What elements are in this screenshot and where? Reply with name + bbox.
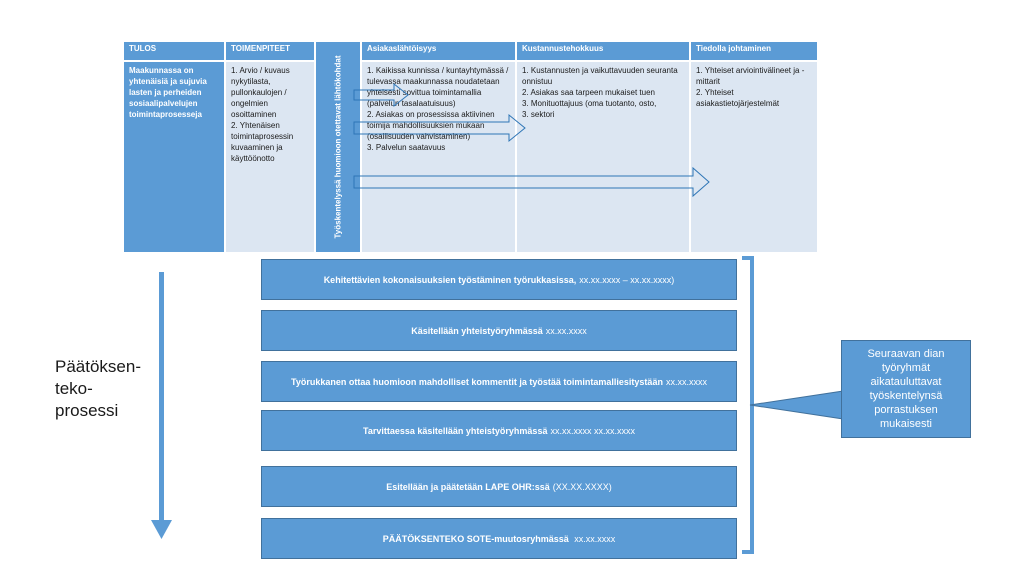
header-tulos: TULOS bbox=[124, 42, 224, 60]
callout-text: Seuraavan dian työryhmät aikatauluttavat työskentelynsä porrastuksen mukaisesti bbox=[867, 348, 945, 430]
kustannustehokkuus-line: 3. sektori bbox=[522, 110, 555, 119]
kustannustehokkuus-line: 1. Kustannusten ja vaikuttavuuden seuranta onnistuu bbox=[522, 66, 678, 86]
flow-arrows bbox=[124, 42, 817, 252]
header-kustannustehokkuus: Kustannustehokkuus bbox=[517, 42, 689, 60]
toimenpiteet-line: 2. Yhtenäisen toimintaprosessin kuvaaminen ja käyttöönotto bbox=[231, 121, 294, 163]
step-title: Esitellään ja päätetään LAPE OHR:ssä bbox=[386, 481, 550, 492]
toimenpiteet-line: 1. Arvio / kuvaus nykytilasta, pullonkaulojen / ongelmien osoittaminen bbox=[231, 66, 290, 119]
decision-label-line: prosessi bbox=[55, 401, 119, 420]
step-title: Kehitettävien kokonaisuuksien työstäminen työrukkasissa, bbox=[323, 274, 577, 285]
process-step-3 bbox=[261, 361, 737, 402]
process-step-4 bbox=[261, 410, 737, 451]
step-title: Tarvittaessa käsitellään yhteistyöryhmässä bbox=[363, 425, 548, 436]
callout-pointer bbox=[750, 385, 850, 425]
asiakaslahtoisyys-line: 2. Asiakas on prosessissa aktiivinen toimija mahdollisuuksien mukaan (osallisuuden vahvistaminen) bbox=[367, 110, 495, 141]
decision-label-line: Päätöksen- bbox=[55, 357, 141, 376]
header-asiakaslahtoisyys: Asiakaslähtöisyys bbox=[362, 42, 515, 60]
vertical-criteria-label: Työskentelyssä huomioon otettavat lähtökohdat bbox=[333, 55, 343, 239]
process-step-2 bbox=[261, 310, 737, 351]
callout-box bbox=[841, 340, 971, 438]
step-date: xx.xx.xxxx xx.xx.xxxx bbox=[550, 425, 635, 436]
asiakaslahtoisyys-line: 1. Kaikissa kunnissa / kuntayhtymässä / tulevassa maakunnassa noudatetaan yhteisesti sovittua toimintamallia (palvelun tasalaatuisuus) bbox=[367, 66, 509, 108]
flow-arrow-medium bbox=[354, 115, 525, 141]
process-step-5 bbox=[261, 466, 737, 507]
step-date: xx.xx.xxxx bbox=[665, 376, 707, 387]
flow-arrow-short bbox=[354, 84, 408, 106]
tulos-text: Maakunnassa on yhtenäisiä ja sujuvia lasten ja perheiden sosiaalipalvelujen toimintaprosesseja bbox=[129, 66, 207, 119]
header-tiedolla-johtaminen: Tiedolla johtaminen bbox=[691, 42, 817, 60]
header-toimenpiteet: TOIMENPITEET bbox=[226, 42, 314, 60]
step-date: (XX.XX.XXXX) bbox=[552, 481, 612, 492]
kustannustehokkuus-line: 3. Monituottajuus (oma tuotanto, osto, bbox=[522, 99, 657, 108]
decision-process-label bbox=[55, 356, 155, 422]
step-title: PÄÄTÖKSENTEKO SOTE-muutosryhmässä bbox=[382, 533, 569, 544]
flow-arrow-long bbox=[354, 168, 709, 196]
step-title: Työrukkanen ottaa huomioon mahdolliset kommentit ja työstää toimintamalliesitystään bbox=[291, 376, 663, 387]
asiakaslahtoisyys-line: 3. Palvelun saatavuus bbox=[367, 143, 446, 152]
process-step-6 bbox=[261, 518, 737, 559]
goals-table bbox=[124, 42, 817, 252]
step-title: Käsitellään yhteistyöryhmässä bbox=[411, 325, 543, 336]
process-step-1 bbox=[261, 259, 737, 300]
kustannustehokkuus-line: 2. Asiakas saa tarpeen mukaiset tuen bbox=[522, 88, 655, 97]
tiedolla-line: 2. Yhteiset asiakastietojärjestelmät bbox=[696, 88, 780, 108]
decision-label-line: teko- bbox=[55, 379, 93, 398]
tiedolla-line: 1. Yhteiset arviointivälineet ja -mittarit bbox=[696, 66, 805, 86]
step-date: xx.xx.xxxx – xx.xx.xxxx) bbox=[579, 274, 675, 285]
step-date: xx.xx.xxxx bbox=[545, 325, 587, 336]
step-date: xx.xx.xxxx bbox=[571, 533, 616, 544]
